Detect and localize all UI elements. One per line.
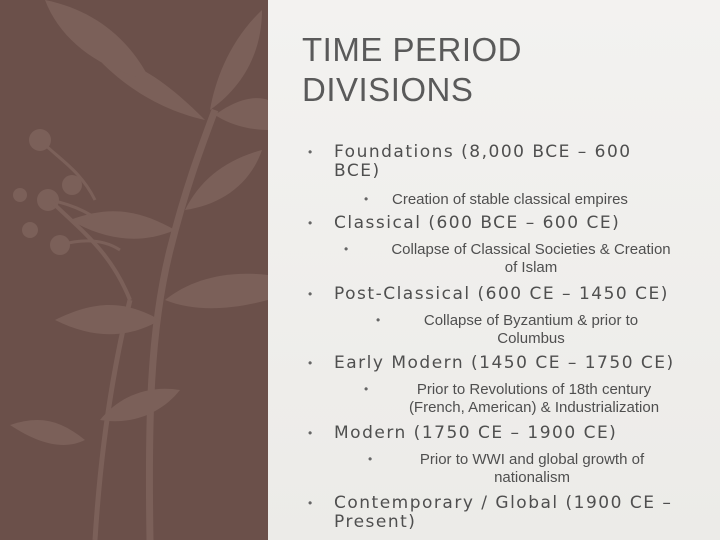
- period-description: Prior to Revolutions of 18th century (French, American) & Industrialization: [408, 381, 660, 416]
- slide-content: [268, 0, 720, 540]
- slide-title: [302, 30, 522, 110]
- title-line-2: DIVISIONS: [302, 71, 474, 108]
- period-heading: Post-Classical (600 CE – 1450 CE): [334, 284, 669, 304]
- plant-silhouette-illustration: [0, 0, 268, 540]
- period-description: Prior to WWI and global growth of nationalism: [419, 451, 645, 486]
- title-line-1: TIME PERIOD: [302, 31, 523, 68]
- period-heading: Modern (1750 CE – 1900 CE): [334, 423, 618, 443]
- period-description: Creation of stable classical empires: [392, 191, 628, 208]
- period-heading: Classical (600 BCE – 600 CE): [334, 213, 621, 233]
- sub-bullet-icon: •: [364, 192, 369, 206]
- bullet-icon: •: [308, 145, 313, 159]
- bullet-icon: •: [308, 356, 313, 370]
- bullet-icon: •: [308, 216, 313, 230]
- sub-bullet-icon: •: [344, 242, 349, 256]
- decorative-side-panel: [0, 0, 268, 540]
- bullet-icon: •: [308, 426, 313, 440]
- period-description: Collapse of Classical Societies & Creation of Islam: [391, 241, 671, 276]
- period-heading: Contemporary / Global (1900 CE – Present): [334, 493, 673, 532]
- bullet-icon: •: [308, 287, 313, 301]
- period-heading: Foundations (8,000 BCE – 600 BCE): [334, 142, 632, 181]
- sub-bullet-icon: •: [364, 382, 369, 396]
- bullet-icon: •: [308, 496, 313, 510]
- sub-bullet-icon: •: [376, 313, 381, 327]
- period-heading: Early Modern (1450 CE – 1750 CE): [334, 353, 675, 373]
- period-description: Collapse of Byzantium & prior to Columbus: [423, 312, 639, 347]
- sub-bullet-icon: •: [368, 452, 373, 466]
